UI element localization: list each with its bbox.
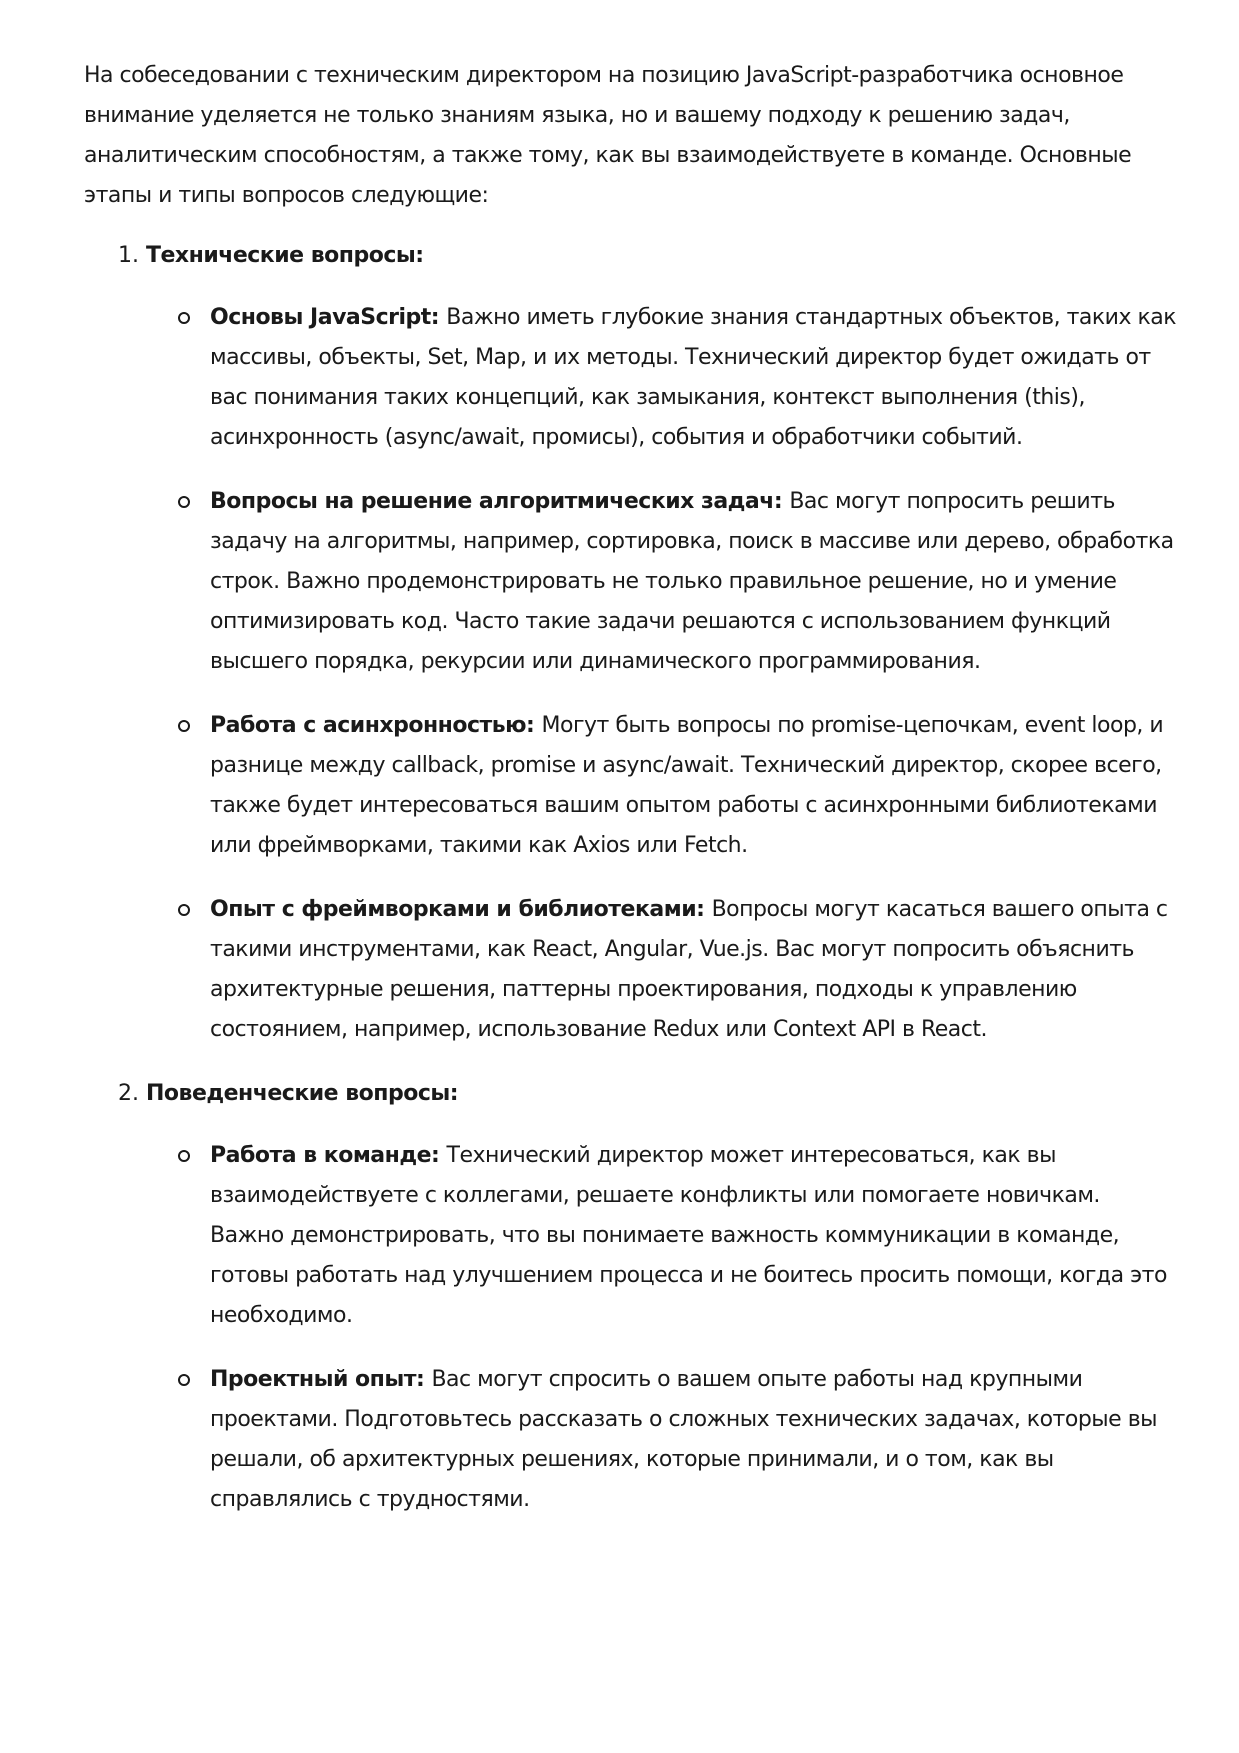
item-title: Основы JavaScript: — [210, 305, 447, 330]
hollow-bullet-icon — [178, 496, 190, 508]
item-text: Вас могут попросить решить задачу на алгоритмы, например, сортировка, поиск в массиве или дерево, обработка строк. Важно продемонстрировать не только правильное решение, но и умение оптимизировать код. Часто такие задачи решаются с использованием функций высшего порядка, рекурсии или динамического программирования. — [210, 489, 1174, 674]
list-item — [146, 1360, 1180, 1520]
section-items — [146, 1136, 1174, 1520]
section-heading — [146, 1074, 1174, 1114]
section-title: Поведенческие вопросы: — [146, 1081, 459, 1106]
sections-list — [84, 236, 1177, 1520]
document-page — [84, 56, 1177, 1544]
intro-paragraph: На собеседовании с техническим директором на позицию JavaScript-разработчика основное внимание уделяется не только знаниям языка, но и вашему подходу к решению задач, аналитическим способностям, а также тому, как вы взаимодействуете в команде. Основные этапы и типы вопросов следующие: — [84, 63, 1132, 208]
item-text: Важно иметь глубокие знания стандартных объектов, таких как массивы, объекты, Set, Map, и их методы. Технический директор будет ожидать от вас понимания таких концепций, как замыкания, контекст выполнения (this), асинхронность (async/await, промисы), события и обработчики событий. — [210, 305, 1177, 450]
item-title: Проектный опыт: — [210, 1367, 432, 1392]
item-text: Могут быть вопросы по promise-цепочкам, event loop, и разнице между callback, promise и async/await. Технический директор, скорее всего, также будет интересоваться вашим опытом работы с асинхронными библиотеками или фреймворками, такими как Axios или Fetch. — [210, 713, 1164, 858]
list-item — [146, 706, 1180, 866]
section — [84, 1074, 1174, 1520]
section-number: 1. — [118, 243, 139, 268]
hollow-bullet-icon — [178, 312, 190, 324]
item-title: Вопросы на решение алгоритмических задач: — [210, 489, 790, 514]
item-title: Опыт с фреймворками и библиотеками: — [210, 897, 712, 922]
hollow-bullet-icon — [178, 1150, 190, 1162]
item-text: Вопросы могут касаться вашего опыта с такими инструментами, как React, Angular, Vue.js. Вас могут попросить объяснить архитектурные решения, паттерны проектирования, подходы к управлению состоянием, например, использование Redux или Context API в React. — [210, 897, 1168, 1042]
section-items — [146, 298, 1177, 1050]
section-number: 2. — [118, 1081, 139, 1106]
item-text: Вас могут спросить о вашем опыте работы над крупными проектами. Подготовьтесь рассказать о сложных технических задачах, которые вы решали, об архитектурных решениях, которые принимали, и о том, как вы справлялись с трудностями. — [210, 1367, 1158, 1512]
list-item — [146, 1136, 1180, 1336]
list-item — [146, 890, 1180, 1050]
hollow-bullet-icon — [178, 1374, 190, 1386]
item-title: Работа с асинхронностью: — [210, 713, 542, 738]
list-item — [146, 482, 1180, 682]
hollow-bullet-icon — [178, 720, 190, 732]
section-title: Технические вопросы: — [146, 243, 424, 268]
hollow-bullet-icon — [178, 904, 190, 916]
item-text: Технический директор может интересоваться, как вы взаимодействуете с коллегами, решаете конфликты или помогаете новичкам. Важно демонстрировать, что вы понимаете важность коммуникации в команде, готовы работать над улучшением процесса и не боитесь просить помощи, когда это необходимо. — [210, 1143, 1167, 1328]
section-heading — [146, 236, 1174, 276]
section — [84, 236, 1177, 1050]
item-title: Работа в команде: — [210, 1143, 447, 1168]
list-item — [146, 298, 1180, 458]
